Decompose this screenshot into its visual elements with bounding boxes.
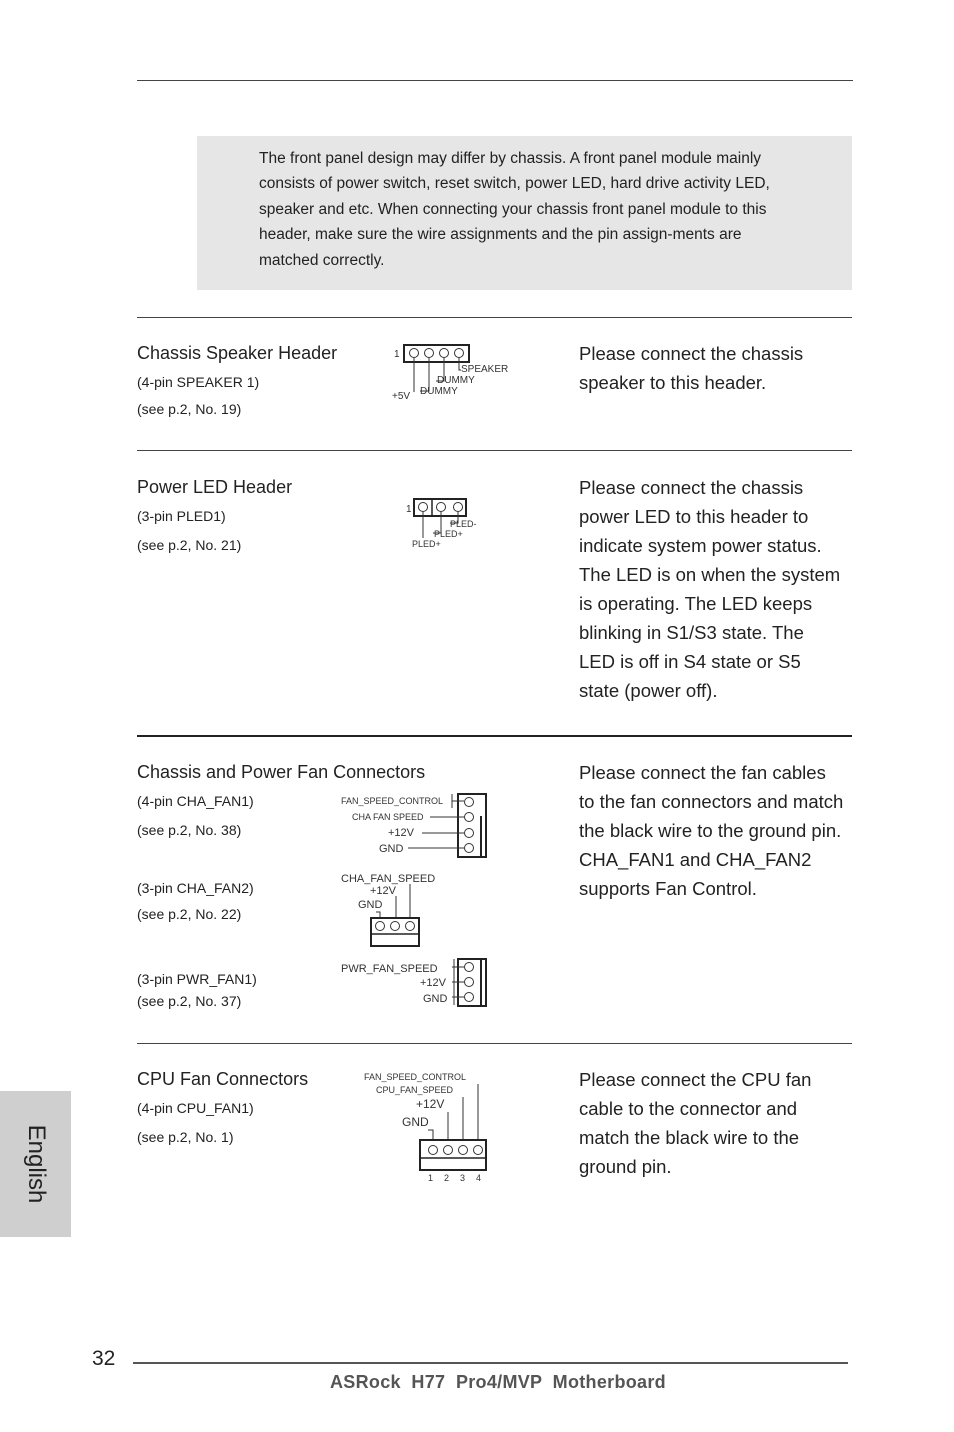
note-line: consists of power switch, reset switch, power LED, hard drive activity LED,: [259, 175, 770, 193]
cha-fan2-diagram: [338, 868, 458, 950]
pin-number: 2: [444, 1173, 450, 1183]
cpu-fan-diagram: [362, 1068, 492, 1183]
footer-product-name: ASRock H77 Pro4/MVP Motherboard: [330, 1372, 666, 1392]
note-line: matched correctly.: [259, 251, 385, 269]
section-divider: [137, 1043, 852, 1044]
speaker-page-ref: (see p.2, No. 19): [137, 401, 242, 417]
cpu-fan-pin-info: (4-pin CPU_FAN1): [137, 1100, 254, 1116]
desc-line: Please connect the fan cables: [579, 762, 826, 783]
desc-line: cable to the connector and: [579, 1098, 798, 1119]
desc-line: ground pin.: [579, 1156, 672, 1177]
desc-line: The LED is on when the system: [579, 564, 841, 585]
note-line: The front panel design may differ by chassis. A front panel module mainly: [259, 150, 762, 167]
cha-fan1-pin-info: (4-pin CHA_FAN1): [137, 793, 254, 809]
desc-line: is operating. The LED keeps: [579, 593, 813, 614]
desc-line: the black wire to the ground pin.: [579, 820, 842, 841]
cha-fan2-pin-info: (3-pin CHA_FAN2): [137, 880, 254, 896]
language-tab: [0, 1091, 71, 1237]
pled-page-ref: (see p.2, No. 21): [137, 537, 242, 553]
pin-label: PLED-: [450, 519, 477, 529]
speaker-header-diagram: [388, 340, 518, 405]
desc-line: Please connect the chassis: [579, 477, 804, 498]
desc-line: Please connect the chassis: [579, 343, 804, 364]
desc-line: match the black wire to the: [579, 1127, 800, 1148]
pwr-fan1-page-ref: (see p.2, No. 37): [137, 993, 242, 1009]
pin-label: GND: [402, 1115, 429, 1129]
desc-line: LED is off in S4 state or S5: [579, 651, 801, 672]
desc-line: indicate system power status.: [579, 535, 822, 556]
section-divider: [137, 735, 852, 737]
pin1-label: 1: [394, 349, 400, 360]
section-divider: [137, 317, 852, 318]
pin-label: GND: [423, 993, 448, 1005]
pled-title: Power LED Header: [137, 477, 293, 497]
note-line: speaker and etc. When connecting your chassis front panel module to this: [259, 200, 767, 218]
pin-label: DUMMY: [420, 386, 458, 397]
pin-label: GND: [379, 843, 404, 855]
speaker-pin-info: (4-pin SPEAKER 1): [137, 374, 260, 390]
language-label: English: [23, 1124, 50, 1204]
cpu-fan-page-ref: (see p.2, No. 1): [137, 1129, 234, 1145]
page-number: 32: [92, 1347, 116, 1370]
desc-line: Please connect the CPU fan: [579, 1069, 812, 1090]
pin-label: +12V: [416, 1097, 445, 1111]
desc-line: state (power off).: [579, 680, 718, 701]
cpu-fan-title: CPU Fan Connectors: [137, 1069, 309, 1089]
pin-label: PLED+: [412, 539, 441, 549]
cha-fan1-diagram: [338, 790, 493, 860]
speaker-description: [579, 339, 859, 397]
section-divider: [137, 450, 852, 451]
pin-label: SPEAKER: [461, 364, 509, 375]
pin-label: PLED+: [434, 529, 463, 539]
note-box: [197, 136, 852, 290]
top-rule: [137, 80, 853, 81]
pin-label: +12V: [388, 827, 414, 839]
note-line: header, make sure the wire assignments and the pin assign-ments are: [259, 226, 742, 244]
pin-label: FAN_SPEED_CONTROL: [364, 1072, 467, 1082]
pin-label: CHA FAN SPEED: [352, 812, 424, 822]
desc-line: to the fan connectors and match: [579, 791, 844, 812]
desc-line: CHA_FAN1 and CHA_FAN2: [579, 849, 812, 870]
desc-line: blinking in S1/S3 state. The: [579, 622, 804, 643]
pled-pin-info: (3-pin PLED1): [137, 508, 226, 524]
pin-label: +12V: [420, 977, 446, 989]
pin-number: 3: [460, 1173, 466, 1183]
speaker-title: Chassis Speaker Header: [137, 343, 338, 363]
power-led-header-diagram: [403, 494, 493, 554]
cha-fan2-page-ref: (see p.2, No. 22): [137, 906, 242, 922]
cha-fan1-page-ref: (see p.2, No. 38): [137, 822, 242, 838]
pled-description: [579, 473, 859, 705]
pin-label: PWR_FAN_SPEED: [341, 963, 438, 975]
cpu-fan-description: [579, 1065, 859, 1181]
pin-label: CHA_FAN_SPEED: [341, 873, 436, 885]
desc-line: speaker to this header.: [579, 372, 767, 393]
desc-line: power LED to this header to: [579, 506, 809, 527]
pin1-label: 1: [406, 504, 412, 515]
pin-label: +5V: [392, 391, 411, 402]
fans-description: [579, 758, 859, 903]
pin-label: GND: [358, 899, 383, 911]
pin-number: 1: [428, 1173, 434, 1183]
desc-line: supports Fan Control.: [579, 878, 757, 899]
pwr-fan1-diagram: [338, 955, 493, 1010]
pin-label: FAN_SPEED_CONTROL: [341, 796, 444, 806]
pin-number: 4: [476, 1173, 482, 1183]
pwr-fan1-pin-info: (3-pin PWR_FAN1): [137, 971, 257, 987]
fans-title: Chassis and Power Fan Connectors: [137, 762, 426, 782]
footer-rule: [133, 1362, 848, 1364]
note-text: [259, 146, 829, 273]
pin-label: CPU_FAN_SPEED: [376, 1085, 454, 1095]
pin-label: +12V: [370, 885, 396, 897]
pin-label: DUMMY: [437, 375, 475, 386]
